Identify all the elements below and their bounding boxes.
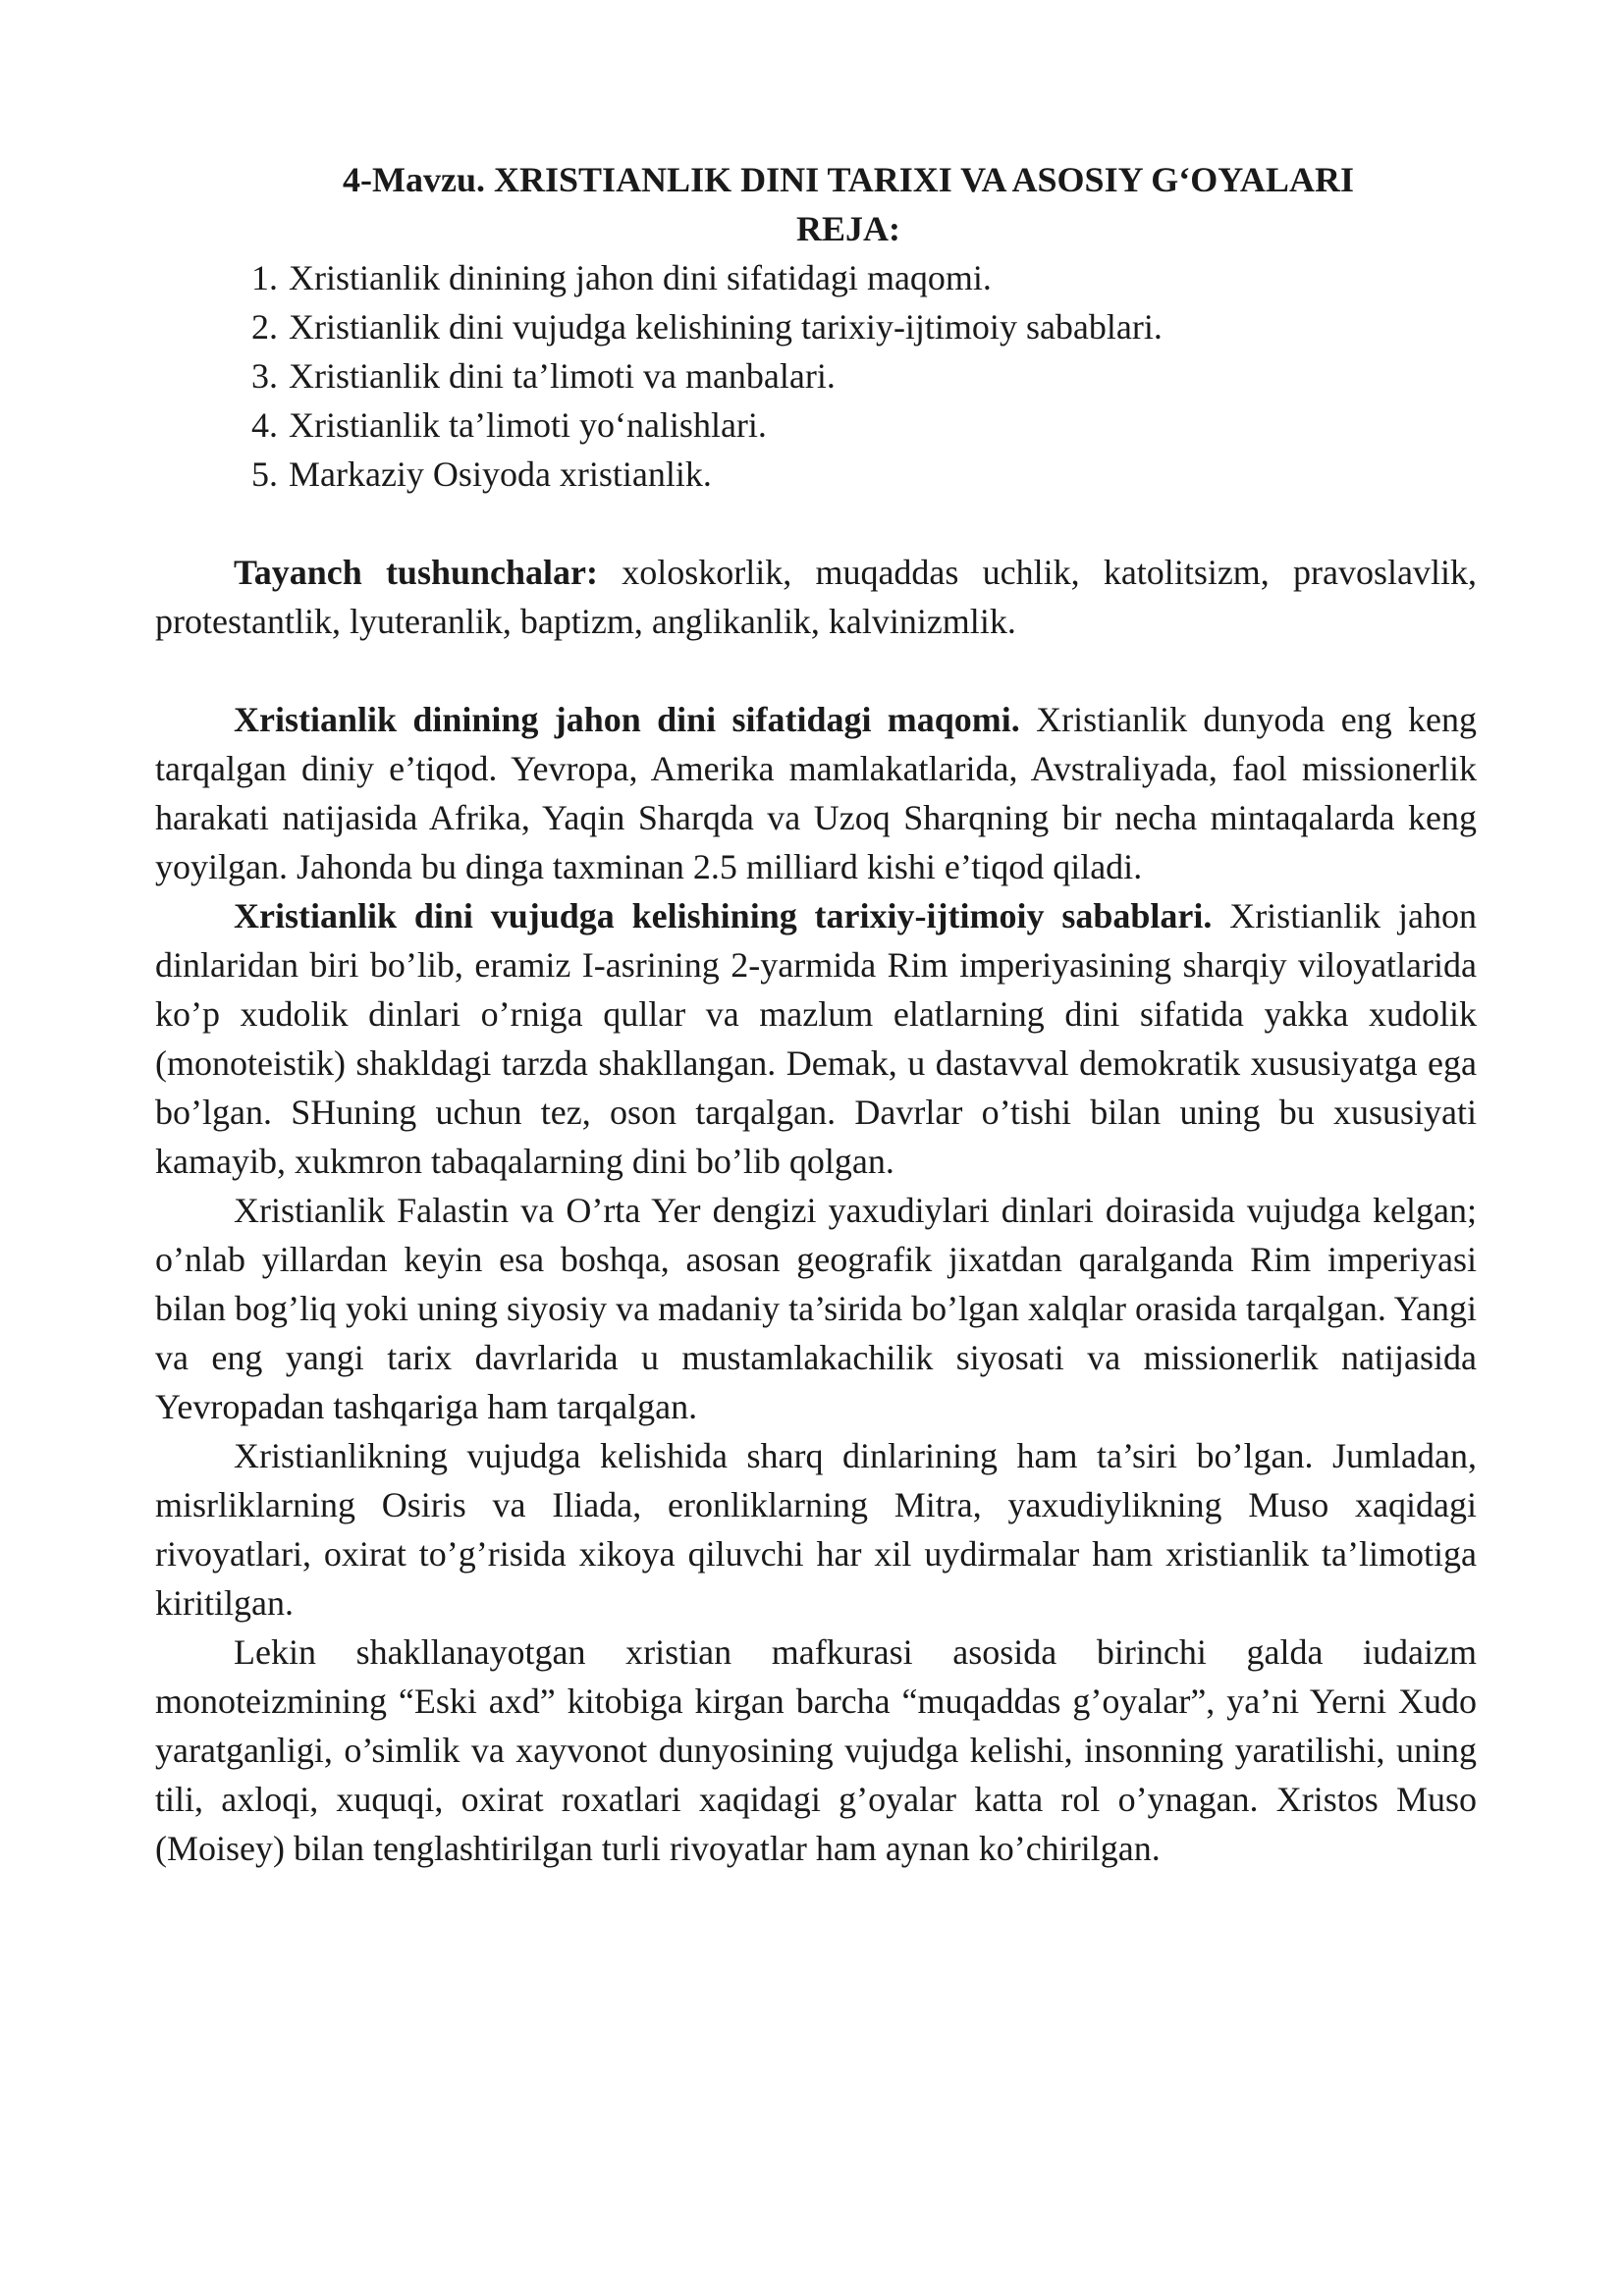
- body-paragraph: [155, 1431, 1477, 1628]
- plan-list: [155, 253, 1477, 499]
- plan-heading: REJA:: [796, 209, 900, 248]
- paragraph-text: Xristianlik jahon dinlaridan biri bo’lib, eramiz I-asrining 2-yarmida Rim imperiyasining sharqiy viloyatlarida ko’p xudolik dinlari o’rniga qullar va mazlum elatlarning dini sifatida yakka xudolik (monoteistik) shakldagi tarzda shakllangan. Demak, u dastavval demokratik xususiyatga ega bo’lgan. SHuning uchun tez, oson tarqalgan. Davrlar o’tishi bilan uning bu xususiyati kamayib, xukmron tabaqalarning dini bo’lib qolgan.: [155, 896, 1477, 1181]
- plan-item: [251, 400, 1477, 450]
- body-paragraph: [155, 891, 1477, 1186]
- key-terms-paragraph: [155, 548, 1477, 646]
- plan-item-text: Xristianlik dini ta’limoti va manbalari.: [289, 356, 836, 396]
- plan-item-number: 3.: [251, 356, 278, 396]
- paragraph-lead: Xristianlik dinining jahon dini sifatidagi maqomi.: [234, 700, 1020, 739]
- body-paragraph: [155, 1628, 1477, 1873]
- plan-item-text: Xristianlik dinining jahon dini sifatidagi maqomi.: [289, 258, 992, 297]
- plan-item: [251, 450, 1477, 499]
- paragraph-text: Lekin shakllanayotgan xristian mafkurasi asosida birinchi galda iudaizm monoteizmining “Eski axd” kitobiga kirgan barcha “muqaddas g’oyalar”, ya’ni Yerni Xudo yaratganligi, o’simlik va xayvonot dunyosining vujudga kelishi, insonning yaratilishi, uning tili, axloqi, xuquqi, oxirat roxatlari xaqidagi g’oyalar katta rol o’ynagan. Xristos Muso (Moisey) bilan tenglashtirilgan turli rivoyatlar ham aynan ko’chirilgan.: [155, 1632, 1477, 1868]
- plan-item-text: Xristianlik ta’limoti yo‘nalishlari.: [289, 405, 767, 445]
- plan-item-text: Xristianlik dini vujudga kelishining tarixiy-ijtimoiy sabablari.: [289, 307, 1163, 347]
- plan-item: [251, 351, 1477, 400]
- plan-item: [251, 253, 1477, 302]
- plan-item-text: Markaziy Osiyoda xristianlik.: [289, 454, 712, 494]
- paragraph-text: Xristianlik dunyoda eng keng tarqalgan diniy e’tiqod. Yevropa, Amerika mamlakatlarida, Avstraliyada, faol missionerlik harakati natijasida Afrika, Yaqin Sharqda va Uzoq Sharqning bir necha mintaqalarda keng yoyilgan. Jahonda bu dinga taxminan 2.5 milliard kishi e’tiqod qiladi.: [155, 700, 1478, 886]
- body-paragraph: [155, 695, 1477, 891]
- paragraph-text: Xristianlik Falastin va O’rta Yer dengizi yaxudiylari dinlari doirasida vujudga kelgan; o’nlab yillardan keyin esa boshqa, asosan geografik jixatdan qaralganda Rim imperiyasi bilan bog’liq yoki uning siyosiy va madaniy ta’sirida bo’lgan xalqlar orasida tarqalgan. Yangi va eng yangi tarix davrlarida u mustamlakachilik siyosati va missionerlik natijasida Yevropadan tashqariga ham tarqalgan.: [155, 1191, 1477, 1426]
- spacer: [155, 499, 1477, 548]
- plan-item: [251, 302, 1477, 351]
- plan-item-number: 4.: [251, 405, 278, 445]
- spacer: [155, 646, 1477, 695]
- body-paragraph: [155, 1186, 1477, 1431]
- paragraph-text: Xristianlikning vujudga kelishida sharq dinlarining ham ta’siri bo’lgan. Jumladan, misrliklarning Osiris va Iliada, eronliklarning Mitra, yaxudiylikning Muso xaqidagi rivoyatlari, oxirat to’g’risida xikoya qiluvchi har xil uydirmalar ham xristianlik ta’limotiga kiritilgan.: [155, 1436, 1477, 1623]
- paragraph-lead: Xristianlik dini vujudga kelishining tarixiy-ijtimoiy sabablari.: [234, 896, 1213, 935]
- document-title: 4-Mavzu. XRISTIANLIK DINI TARIXI VA ASOSIY G‘OYALARI: [343, 160, 1354, 199]
- plan-item-number: 2.: [251, 307, 278, 347]
- document-page: [155, 155, 1477, 1873]
- key-terms-text: xoloskorlik, muqaddas uchlik, katolitsizm, pravoslavlik, protestantlik, lyuteranlik, baptizm, anglikanlik, kalvinizmlik.: [155, 553, 1477, 641]
- plan-item-number: 1.: [251, 258, 278, 297]
- key-terms-label: Tayanch tushunchalar:: [234, 553, 598, 592]
- plan-item-number: 5.: [251, 454, 278, 494]
